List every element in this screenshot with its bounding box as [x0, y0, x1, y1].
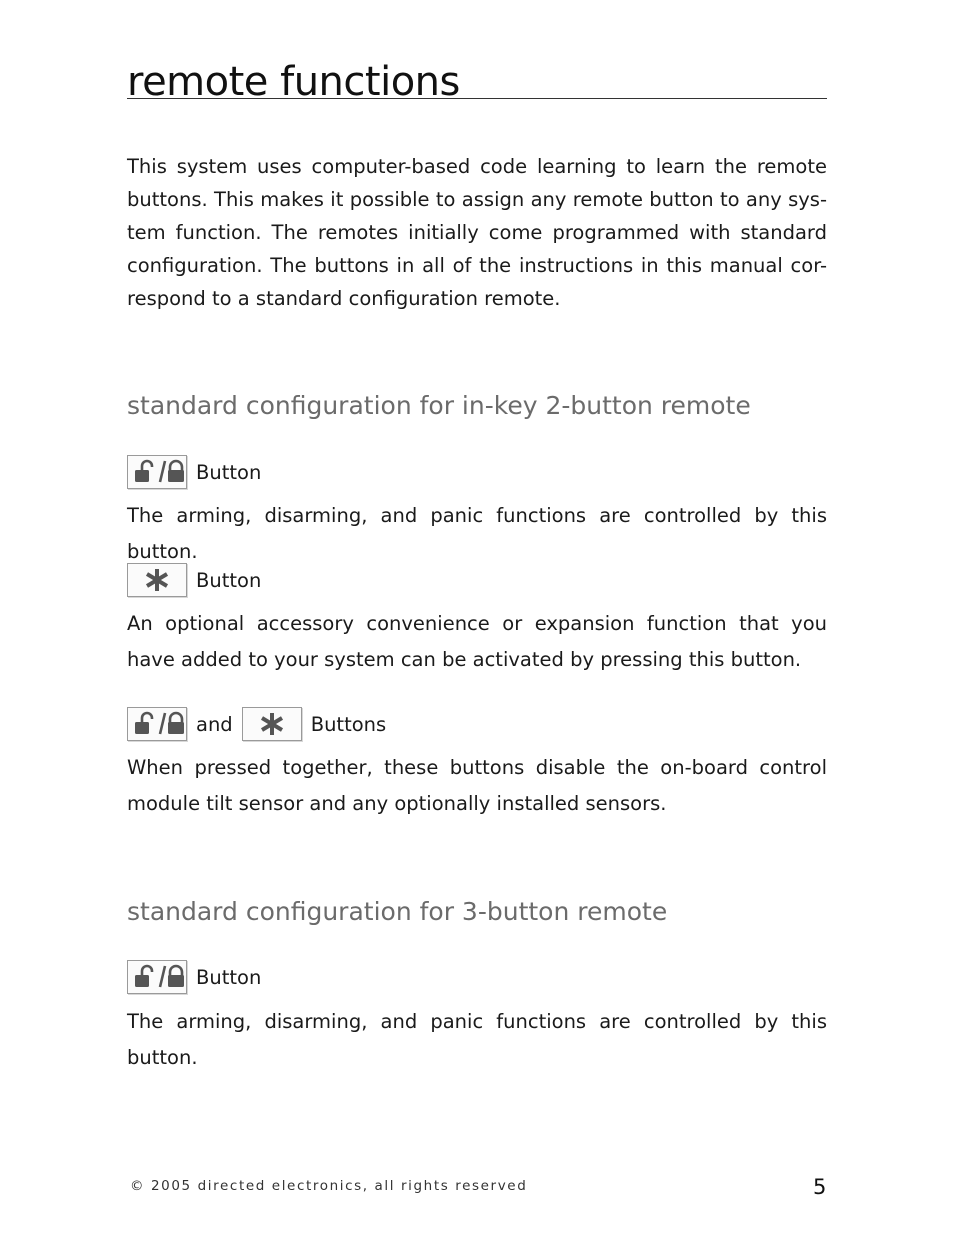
- row-joiner: and: [196, 712, 233, 736]
- section-heading-2-button: standard configuration for in-key 2-button remote: [127, 391, 751, 420]
- asterisk-button-description: An optional accessory convenience or expansion function that you have added to your system can be activated by pressing this button.: [127, 612, 827, 671]
- lock-unlock-icon: [130, 709, 184, 739]
- asterisk-key: [127, 563, 187, 597]
- row-label: Button: [196, 460, 262, 484]
- section-heading-3-button: standard configuration for 3-button remote: [127, 897, 668, 926]
- lock-button-row-3: [127, 959, 261, 995]
- lock-button-row: [127, 454, 261, 490]
- lock-unlock-key: [127, 960, 187, 994]
- row-label: Buttons: [310, 712, 387, 736]
- copyright-footer: © 2005 directed electronics, all rights reserved: [130, 1178, 528, 1194]
- row-label: Button: [196, 965, 262, 989]
- asterisk-icon: [257, 710, 287, 738]
- asterisk-icon: [142, 566, 172, 594]
- page-number: 5: [813, 1175, 827, 1199]
- asterisk-key: [242, 707, 302, 741]
- title-rule: [127, 98, 827, 99]
- combined-buttons-row: [127, 706, 386, 742]
- lock-unlock-icon: [130, 457, 184, 487]
- lock-button-description: The arming, disarming, and panic functions are controlled by this button.: [127, 504, 827, 563]
- lock-unlock-key: [127, 707, 187, 741]
- lock-unlock-key: [127, 455, 187, 489]
- row-label: Button: [196, 568, 262, 592]
- asterisk-button-row: [127, 562, 261, 598]
- page-title: remote functions: [127, 59, 460, 105]
- lock-unlock-icon: [130, 962, 184, 992]
- lock-button-description-3: The arming, disarming, and panic functions are controlled by this button.: [127, 1010, 827, 1069]
- intro-paragraph: This system uses computer-based code learning to learn the remote buttons. This makes it possible to assign any remote button to any sys-tem function. The remotes initially come programmed with standard configuration. The buttons in all of the instructions in this manual cor-respond to a standard configuration remote.: [127, 155, 827, 310]
- combined-buttons-description: When pressed together, these buttons disable the on-board control module tilt sensor and any optionally installed sensors.: [127, 756, 827, 815]
